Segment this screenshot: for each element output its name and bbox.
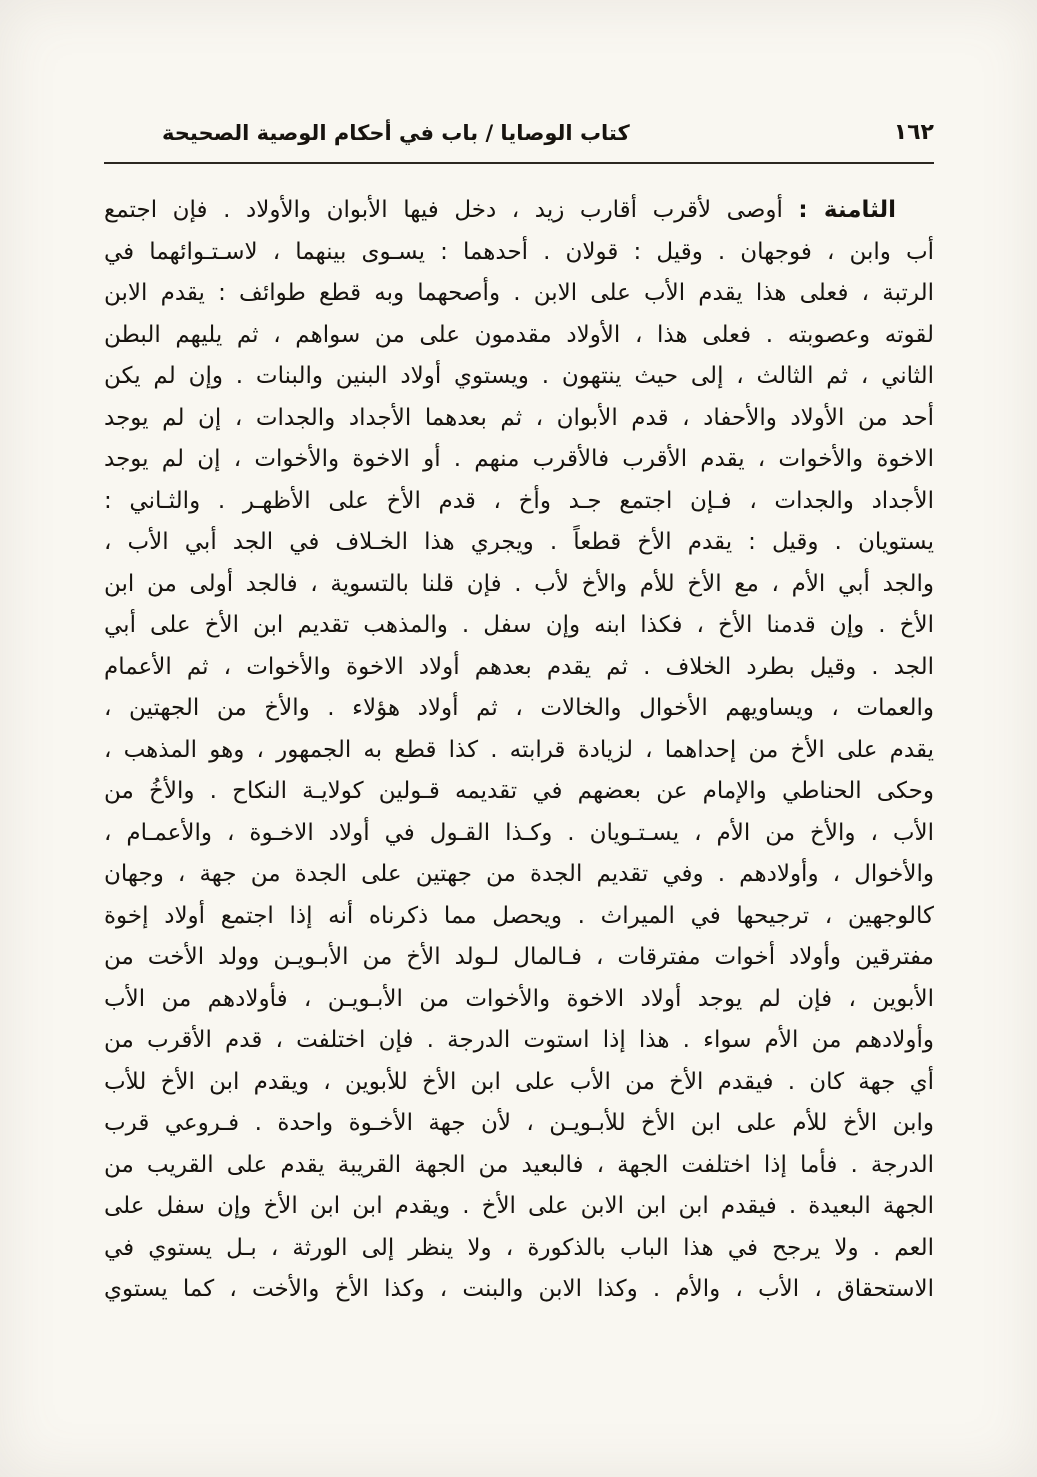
text-line: الأجداد والجدات ، فـإن اجتمع جـد وأخ ، قدم الأخ على الأظهـر . والثـاني : [104,487,934,514]
text-line: والأخوال ، وأولادهم . وفي تقديم الجدة من جهتين على الجدة من جهة ، وجهان [104,861,934,887]
text-line: الاخوة والأخوات ، يقدم الأقرب فالأقرب منهم . أو الاخوة والأخوات ، إن لم يوجد [104,446,934,472]
text-line: وأولادهم من الأم سواء . هذا إذا استوت الدرجة . فإن اختلفت ، قدم الأقرب من [104,1027,934,1053]
text-line: يستويان . وقيل : يقدم الأخ قطعاً . ويجري هذا الخـلاف في الجد أبي الأب ، [104,529,934,555]
text-line: أب وابن ، فوجهان . وقيل : قولان . أحدهما : يسـوى بينهما ، لاسـتـوائهما في [104,238,934,265]
header-rule [104,162,934,164]
body-text [104,190,934,1311]
text-line: الأب ، والأخ من الأم ، يسـتـويان . وكـذا القـول في أولاد الاخـوة ، والأعمـام ، [104,819,934,846]
paragraph-lead: الثامنة : [798,197,896,223]
text-line: الثاني ، ثم الثالث ، إلى حيث ينتهون . ويستوي أولاد البنين والبنات . وإن لم يكن [104,363,934,389]
text-line: والعمات ، ويساويهم الأخوال والخالات ، ثم أولاد هؤلاء . والأخ من الجهتين ، [104,695,934,721]
paragraph-first-line: أوصى لأقرب أقارب زيد ، دخل فيها الأبوان والأولاد . فإن اجتمع [104,197,783,223]
text-line: والجد أبي الأم ، مع الأخ للأم والأخ لأب . فإن قلنا بالتسوية ، فالجد أولى من ابن [104,570,934,597]
text-line: الدرجة . فأما إذا اختلفت الجهة ، فالبعيد من الجهة القريبة يقدم على القريب من [104,1151,934,1178]
text-line: أي جهة كان . فيقدم الأخ من الأب على ابن الأخ للأبوين ، ويقدم ابن الأخ للأب [104,1068,934,1095]
text-line: الأخ . وإن قدمنا الأخ ، فكذا ابنه وإن سفل . والمذهب تقديم ابن الأخ على أبي [104,612,934,638]
text-line: يقدم على الأخ من إحداهما ، لزيادة قرابته . كذا قطع به الجمهور ، وهو المذهب ، [104,736,934,763]
page-number: ١٦٢ [893,120,934,145]
text-line: الجهة البعيدة . فيقدم ابن ابن الابن على الأخ . ويقدم ابن ابن الأخ وإن سفل على [104,1193,934,1219]
text-line: الجد . وقيل بطرد الخلاف . ثم يقدم بعدهم أولاد الاخوة والأخوات ، ثم الأعمام [104,653,934,680]
running-head-title: كتاب الوصايا / باب في أحكام الوصية الصحيحة [162,121,630,145]
text-line: وحكى الحناطي والإمام عن بعضهم في تقديمه قـولين كولايـة النكاح . والأخُ من [104,778,934,804]
text-line [104,190,934,232]
text-line: لقوته وعصوبته . فعلى هذا ، الأولاد مقدمون على من سواهم ، ثم يليهم البطن [104,321,934,348]
page-header [104,120,934,145]
text-line: الاستحقاق ، الأب ، والأم . وكذا الابن والبنت ، وكذا الأخ والأخت ، كما يستوي [104,1276,934,1302]
text-line: أحد من الأولاد والأحفاد ، قدم الأبوان ، ثم بعدهما الأجداد والجدات ، إن لم يوجد [104,404,934,431]
text-line: الأبوين ، فإن لم يوجد أولاد الاخوة والأخوات من الأبـويـن ، فأولادهم من الأب [104,985,934,1012]
text-line: مفترقين وأولاد أخوات مفترقات ، فـالمال لـولد الأخ من الأبـويـن وولد الأخت من [104,944,934,970]
text-line: العم . ولا يرجح في هذا الباب بالذكورة ، ولا ينظر إلى الورثة ، بـل يستوي في [104,1234,934,1261]
text-line: الرتبة ، فعلى هذا يقدم الأب على الابن . وأصحهما وبه قطع طوائف : يقدم الابن [104,280,934,306]
text-line: وابن الأخ للأم على ابن الأخ للأبـويـن ، لأن جهة الأخـوة واحدة . فـروعي قرب [104,1110,934,1136]
text-line: كالوجهين ، ترجيحها في الميراث . ويحصل مما ذكرناه أنه إذا اجتمع أولاد إخوة [104,902,934,929]
